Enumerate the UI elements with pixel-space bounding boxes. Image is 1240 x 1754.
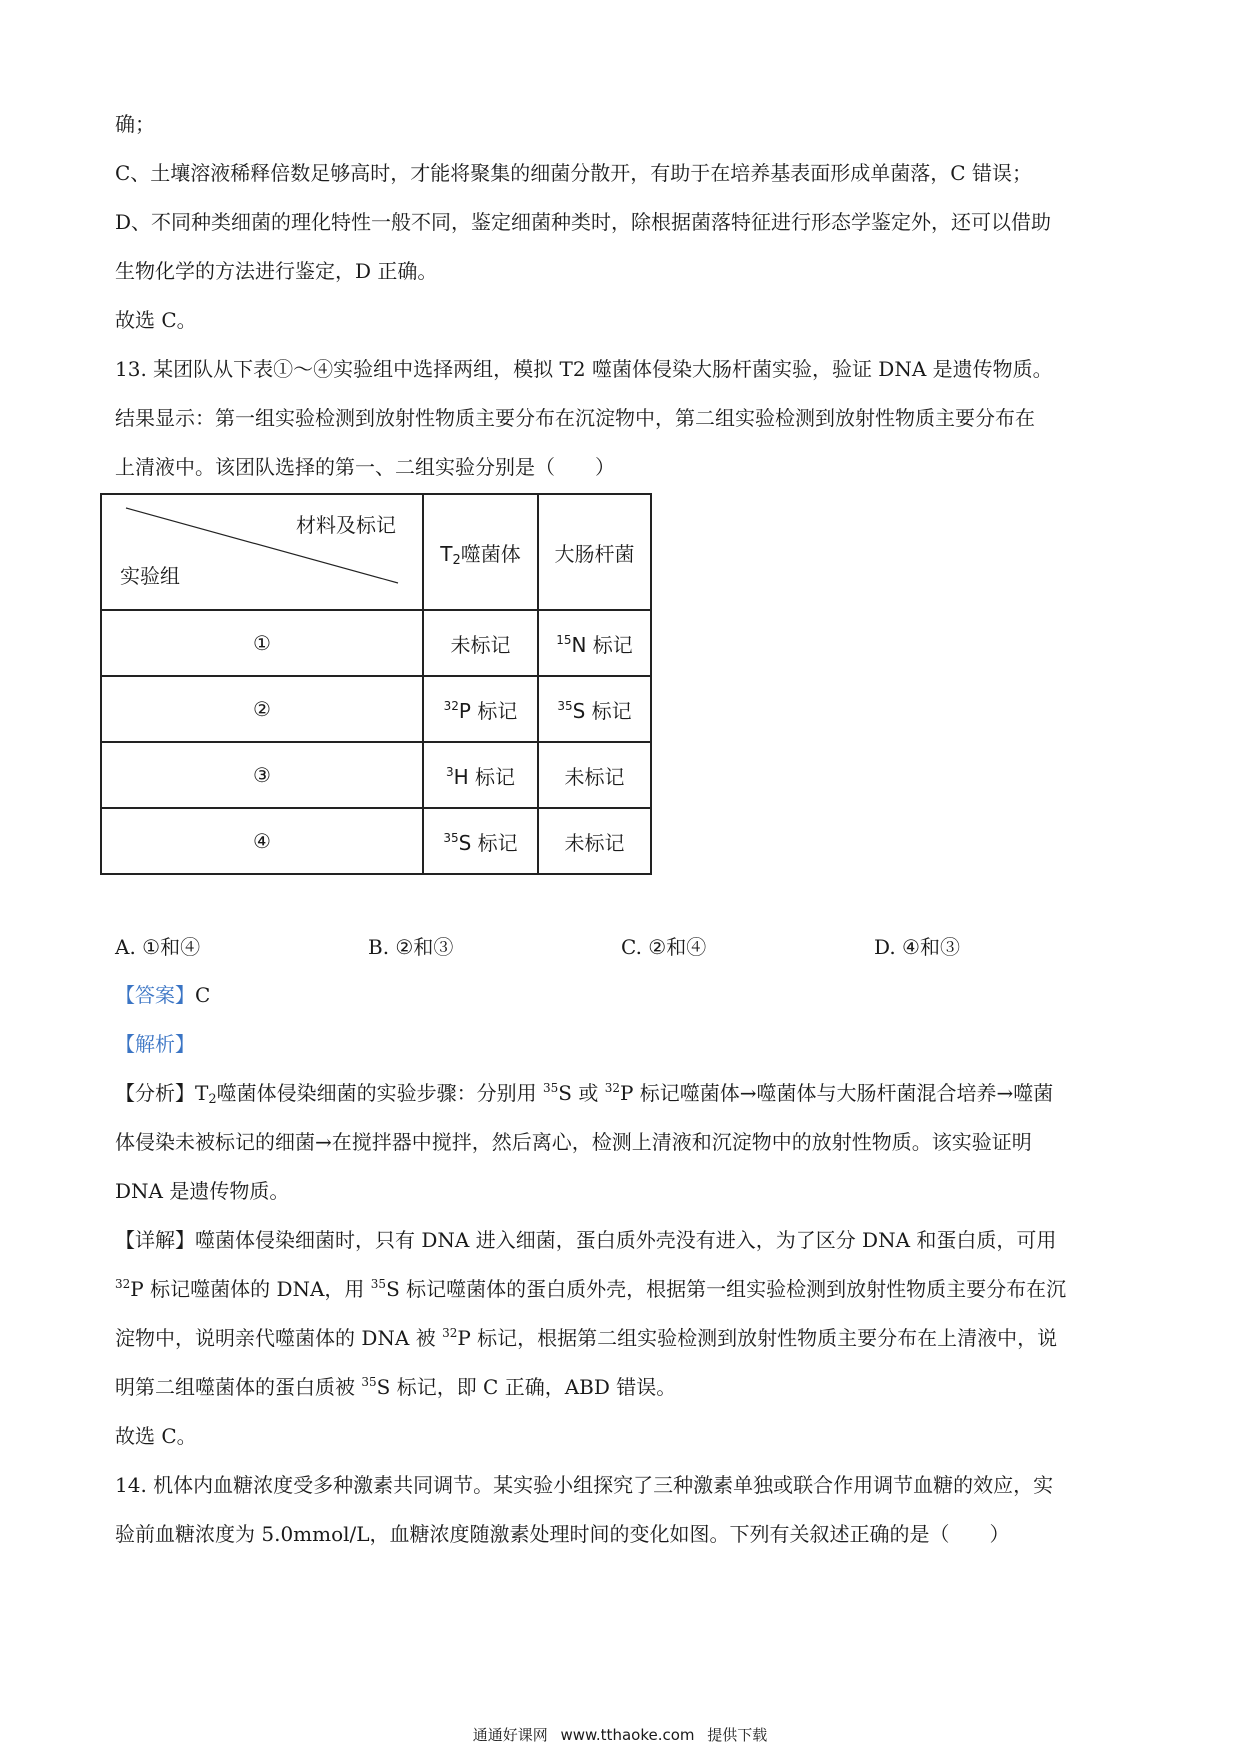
xiangjie-line: 明第二组噬菌体的蛋白质被 $^{35}$S 标记，即 C 正确，ABD 错误。 [115,1375,677,1399]
group-cell: ① [101,610,423,676]
header-phage: $T_2$噬菌体 [423,494,538,610]
question-13-stem: 13. 某团队从下表①～④实验组中选择两组，模拟 T2 噬菌体侵染大肠杆菌实验，验证 DNA 是遗传物质。 [115,357,1053,381]
answer-value: C [195,983,211,1007]
document-body [115,100,1135,1559]
group-cell: ③ [101,742,423,808]
ecoli-cell: 未标记 [538,808,651,874]
answer-tag: 【答案】 [115,983,195,1007]
xiangjie-line: $^{32}$P 标记噬菌体的 DNA，用 $^{35}$S 标记噬菌体的蛋白质外壳，根据第一组实验检测到放射性物质主要分布在沉 [115,1277,1067,1301]
question-14-stem: 验前血糖浓度为 5.0mmol/L，血糖浓度随激素处理时间的变化如图。下列有关叙述正确的是（ ） [115,1522,1010,1546]
question-13-stem: 上清液中。该团队选择的第一、二组实验分别是（ ） [115,455,615,479]
header-ecoli: 大肠杆菌 [538,494,651,610]
fenxi-line: 体侵染未被标记的细菌→在搅拌器中搅拌，然后离心，检测上清液和沉淀物中的放射性物质。该实验证明 [115,1130,1032,1154]
ecoli-cell: 未标记 [538,742,651,808]
text-line: 确； [115,112,155,136]
phage-cell: $^{35}$S 标记 [423,808,538,874]
diagonal-header-cell [101,494,423,610]
table-header-row [101,494,651,610]
table-row [101,808,651,874]
footer-note: 提供下载 [707,1726,768,1744]
table-row [101,610,651,676]
table-row [101,676,651,742]
footer-site-name: 通通好课网 [472,1726,548,1744]
conclusion-line: 故选 C。 [115,1424,197,1448]
xiangjie-line: 【详解】噬菌体侵染细菌时，只有 DNA 进入细菌，蛋白质外壳没有进入，为了区分 DNA 和蛋白质，可用 [115,1228,1057,1252]
text-line: C、土壤溶液稀释倍数足够高时，才能将聚集的细菌分散开，有助于在培养基表面形成单菌落，C 错误； [115,161,1032,185]
ecoli-cell: $^{35}$S 标记 [538,676,651,742]
table-row [101,742,651,808]
fenxi-line: 【分析】$T_2$噬菌体侵染细菌的实验步骤：分别用 $^{35}$S 或 $^{32}$P 标记噬菌体→噬菌体与大肠杆菌混合培养→噬菌 [115,1081,1054,1107]
answer-line [115,971,1135,1020]
text-line: 故选 C。 [115,308,197,332]
phage-cell: $^3$H 标记 [423,742,538,808]
ecoli-cell: $^{15}$N 标记 [538,610,651,676]
text-line: 生物化学的方法进行鉴定，D 正确。 [115,259,438,283]
phage-cell: 未标记 [423,610,538,676]
header-materials-label: 材料及标记 [296,513,396,537]
experiment-table [100,493,652,875]
page-footer [0,1724,1240,1745]
analysis-tag: 【解析】 [115,1032,195,1056]
group-cell: ④ [101,808,423,874]
xiangjie-line: 淀物中，说明亲代噬菌体的 DNA 被 $^{32}$P 标记，根据第二组实验检测到放射性物质主要分布在上清液中，说 [115,1326,1058,1350]
answer-options [115,927,1135,967]
footer-url[interactable]: www.tthaoke.com [560,1726,695,1744]
option-c: C. ②和④ [621,935,707,959]
phage-cell: $^{32}$P 标记 [423,676,538,742]
header-group-label: 实验组 [120,564,180,588]
option-a: A. ①和④ [115,935,201,959]
option-d: D. ④和③ [874,935,960,959]
text-line: D、不同种类细菌的理化特性一般不同，鉴定细菌种类时，除根据菌落特征进行形态学鉴定外，还可以借助 [115,210,1052,234]
option-b: B. ②和③ [368,935,454,959]
fenxi-line: DNA 是遗传物质。 [115,1179,290,1203]
question-14-stem: 14. 机体内血糖浓度受多种激素共同调节。某实验小组探究了三种激素单独或联合作用调节血糖的效应，实 [115,1473,1054,1497]
group-cell: ② [101,676,423,742]
question-13-stem: 结果显示：第一组实验检测到放射性物质主要分布在沉淀物中，第二组实验检测到放射性物质主要分布在 [115,406,1035,430]
